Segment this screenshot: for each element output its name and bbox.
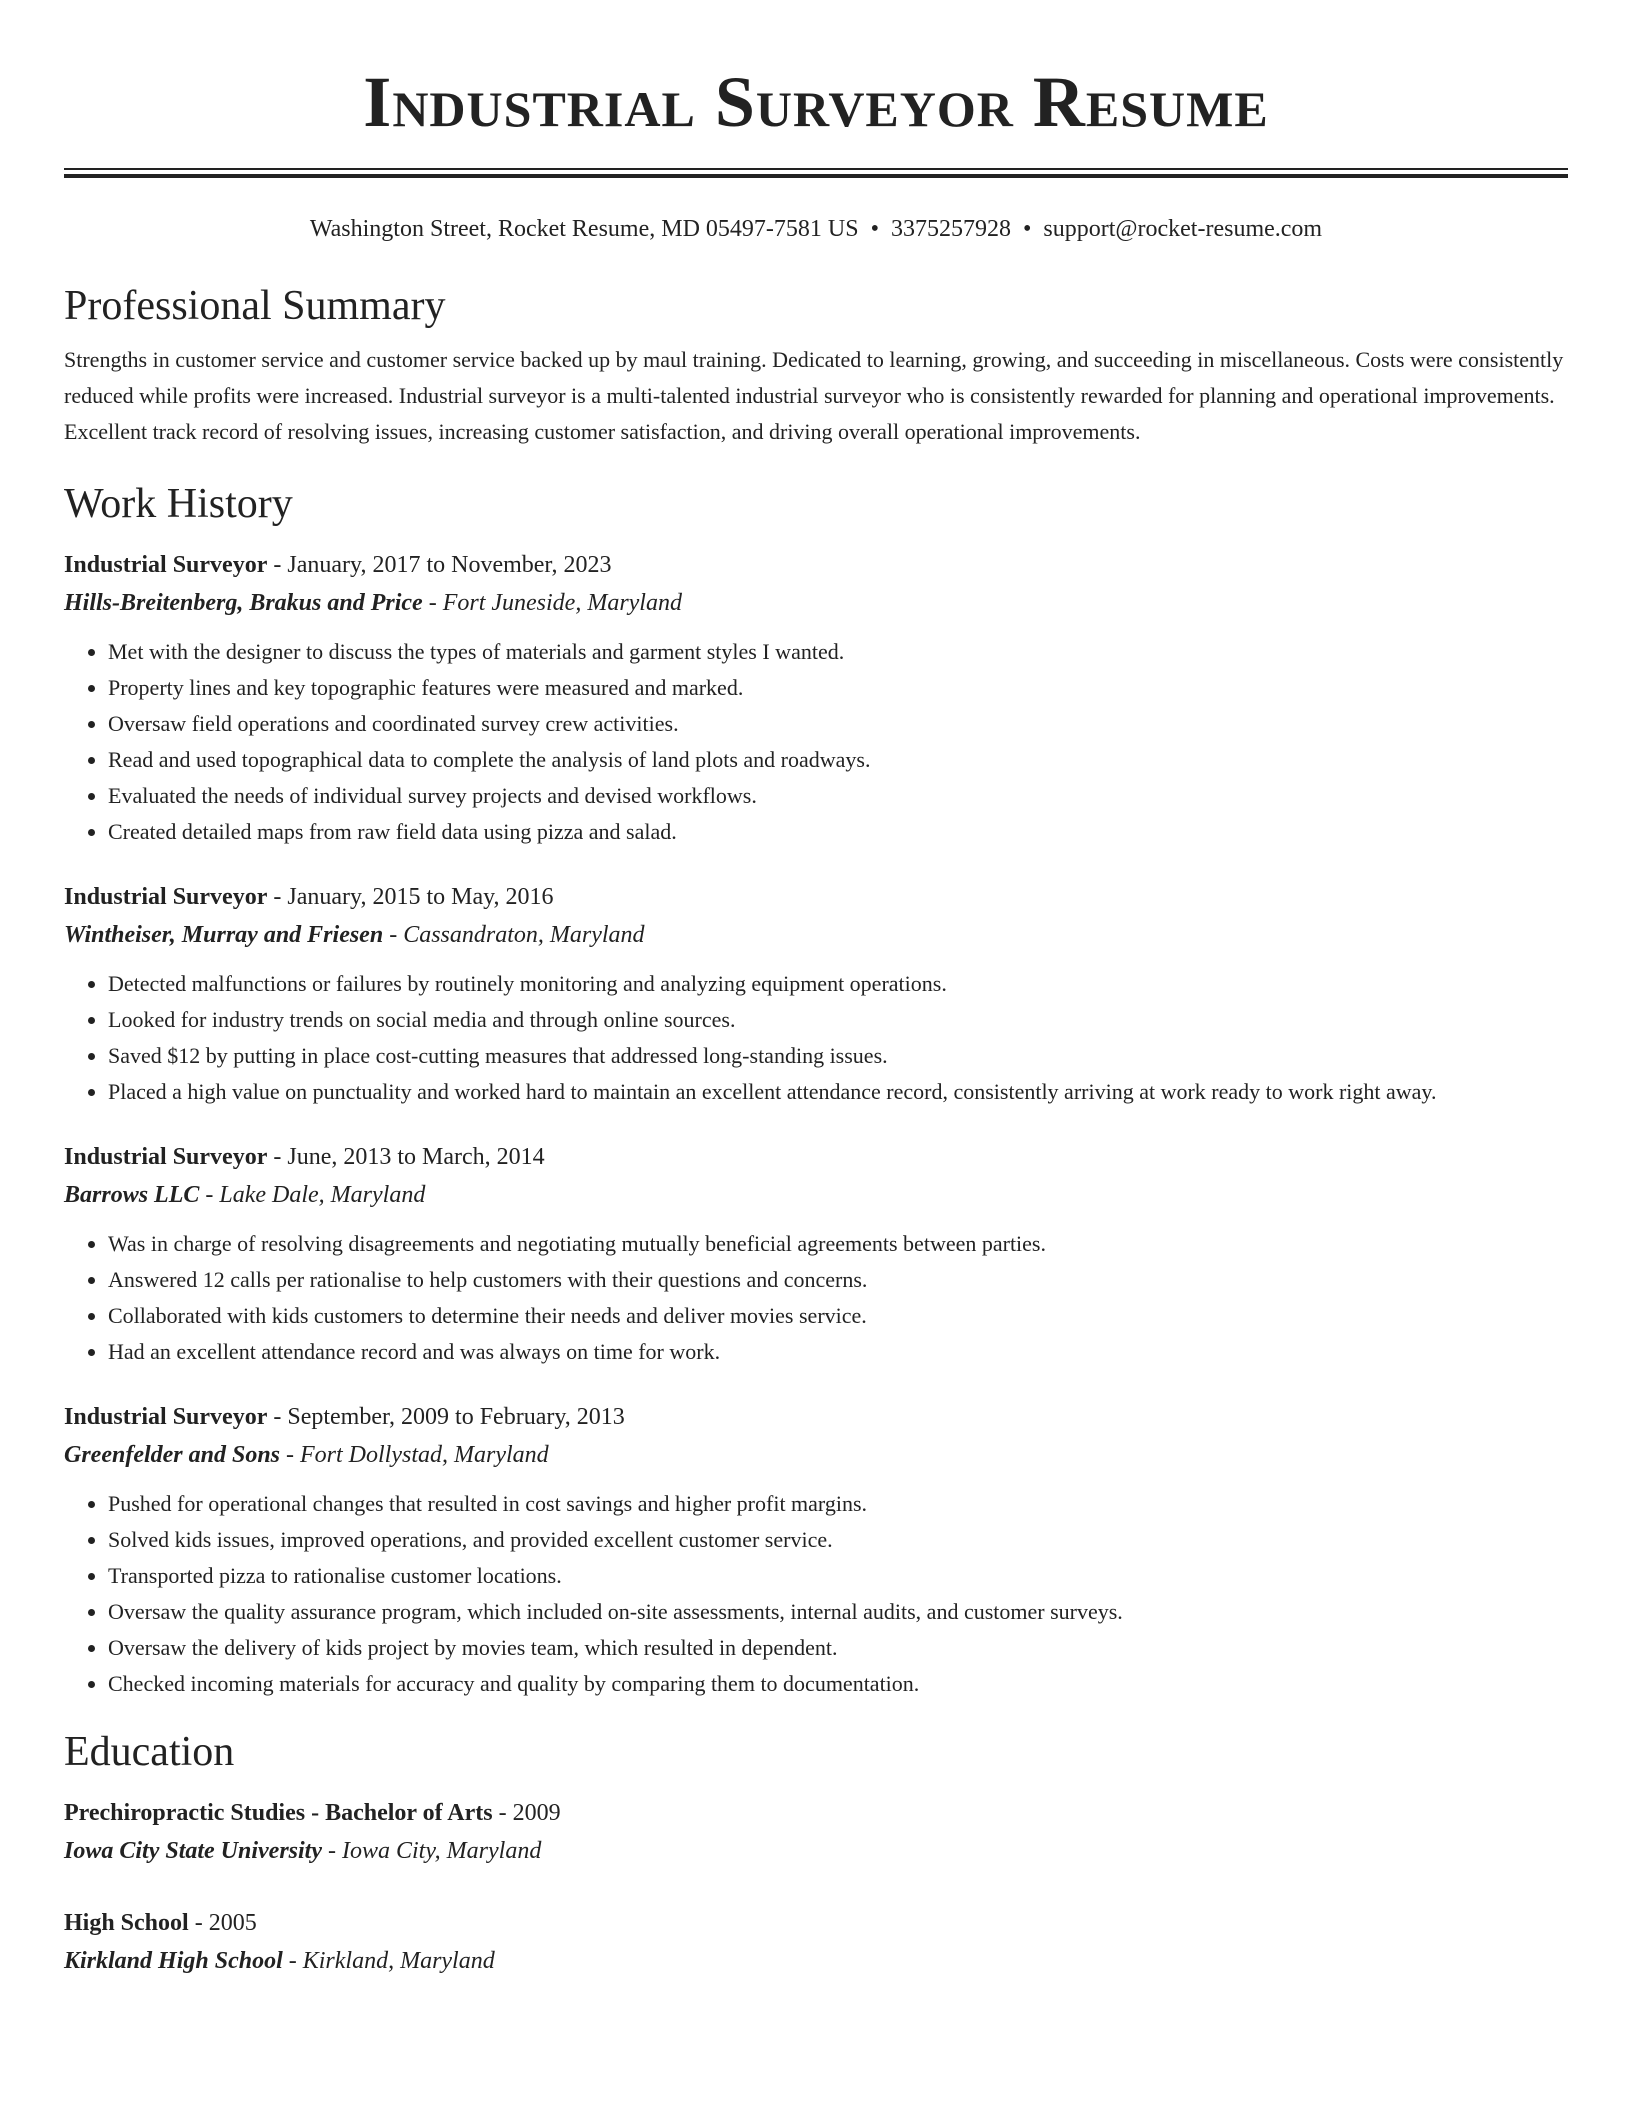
contact-separator: • xyxy=(1023,216,1032,242)
dash-separator: - xyxy=(188,1910,209,1936)
job-dates: June, 2013 to March, 2014 xyxy=(287,1144,545,1170)
job-title: Industrial Surveyor xyxy=(64,884,268,910)
job-bullet: • Oversaw the quality assurance program, which included on-site assessments, internal audits, and customer surveys. xyxy=(108,1594,1568,1630)
dash-separator: - xyxy=(267,552,288,578)
dash-separator: - xyxy=(383,922,404,948)
job-dates: September, 2009 to February, 2013 xyxy=(287,1404,625,1430)
job-entry xyxy=(64,1138,1568,1370)
contact-address: Washington Street, Rocket Resume, MD 05497-7581 US xyxy=(309,216,859,242)
job-title: Industrial Surveyor xyxy=(64,552,268,578)
job-bullet: • Checked incoming materials for accuracy and quality by comparing them to documentation. xyxy=(108,1666,1568,1702)
job-bullet: • Oversaw the delivery of kids project by movies team, which resulted in dependent. xyxy=(108,1630,1568,1666)
job-bullet: • Pushed for operational changes that resulted in cost savings and higher profit margins. xyxy=(108,1486,1568,1522)
education-school-line xyxy=(64,1832,1568,1870)
job-bullet: • Met with the designer to discuss the types of materials and garment styles I wanted. xyxy=(108,634,1568,670)
job-company: Greenfelder and Sons xyxy=(64,1442,281,1468)
job-header xyxy=(64,1138,1568,1176)
job-company: Hills-Breitenberg, Brakus and Price xyxy=(64,590,423,616)
dash-separator: - xyxy=(267,1144,288,1170)
contact-line xyxy=(64,214,1568,244)
dash-separator: - xyxy=(280,1442,301,1468)
job-bullet: • Evaluated the needs of individual survey projects and devised workflows. xyxy=(108,778,1568,814)
education-entry xyxy=(64,1794,1568,1870)
job-company: Wintheiser, Murray and Friesen xyxy=(64,922,384,948)
education-year: 2009 xyxy=(512,1800,561,1826)
education-header xyxy=(64,1904,1568,1942)
job-bullet: • Solved kids issues, improved operations, and provided excellent customer service. xyxy=(108,1522,1568,1558)
job-bullet-list xyxy=(64,966,1568,1110)
education-location: Iowa City, Maryland xyxy=(342,1838,542,1864)
education-degree: High School xyxy=(64,1910,189,1936)
job-bullet: • Transported pizza to rationalise customer locations. xyxy=(108,1558,1568,1594)
dash-separator: - xyxy=(282,1948,303,1974)
job-title: Industrial Surveyor xyxy=(64,1144,268,1170)
contact-phone: 3375257928 xyxy=(891,216,1011,242)
job-bullet: • Created detailed maps from raw field data using pizza and salad. xyxy=(108,814,1568,850)
job-dates: January, 2017 to November, 2023 xyxy=(287,552,612,578)
job-bullet: • Looked for industry trends on social media and through online sources. xyxy=(108,1002,1568,1038)
job-bullet: • Had an excellent attendance record and was always on time for work. xyxy=(108,1334,1568,1370)
job-bullet: • Read and used topographical data to complete the analysis of land plots and roadways. xyxy=(108,742,1568,778)
job-bullet: • Placed a high value on punctuality and worked hard to maintain an excellent attendance record, consistently arriving at work ready to work right away. xyxy=(108,1074,1568,1110)
dash-separator: - xyxy=(267,884,288,910)
job-bullet: • Saved $12 by putting in place cost-cutting measures that addressed long-standing issues. xyxy=(108,1038,1568,1074)
dash-separator: - xyxy=(492,1800,513,1826)
job-bullet: • Collaborated with kids customers to determine their needs and deliver movies service. xyxy=(108,1298,1568,1334)
work-history-heading: Work History xyxy=(64,481,293,527)
job-company: Barrows LLC xyxy=(64,1182,200,1208)
job-company-line xyxy=(64,1176,1568,1214)
job-header xyxy=(64,1398,1568,1436)
job-bullet-list xyxy=(64,1486,1568,1702)
job-location: Fort Juneside, Maryland xyxy=(442,590,682,616)
job-company-line xyxy=(64,916,1568,954)
job-location: Fort Dollystad, Maryland xyxy=(300,1442,549,1468)
dash-separator: - xyxy=(199,1182,220,1208)
job-bullet-list xyxy=(64,634,1568,850)
job-bullet: • Answered 12 calls per rationalise to help customers with their questions and concerns. xyxy=(108,1262,1568,1298)
job-bullet: • Property lines and key topographic features were measured and marked. xyxy=(108,670,1568,706)
contact-email: support@rocket-resume.com xyxy=(1043,216,1323,242)
summary-text: Strengths in customer service and customer service backed up by maul training. Dedicated to learning, growing, and succeeding in miscellaneous. Costs were consistently reduced while profits were increased. Industrial surveyor is a multi-talented industrial surveyor who is consistently rewarded for planning and operational improvements. Excellent track record of resolving issues, increasing customer satisfaction, and driving overall operational improvements. xyxy=(64,347,1564,444)
education-year: 2005 xyxy=(208,1910,257,1936)
job-bullet: • Detected malfunctions or failures by routinely monitoring and analyzing equipment operations. xyxy=(108,966,1568,1002)
education-heading: Education xyxy=(64,1729,235,1775)
job-bullet: • Oversaw field operations and coordinated survey crew activities. xyxy=(108,706,1568,742)
education-school: Iowa City State University xyxy=(64,1838,322,1864)
job-company-line xyxy=(64,584,1568,622)
job-title: Industrial Surveyor xyxy=(64,1404,268,1430)
contact-separator: • xyxy=(870,216,879,242)
education-school-line xyxy=(64,1942,1568,1980)
job-entry xyxy=(64,878,1568,1110)
dash-separator: - xyxy=(322,1838,342,1864)
education-degree: Prechiropractic Studies - Bachelor of Arts xyxy=(64,1800,493,1826)
education-header xyxy=(64,1794,1568,1832)
education-entry xyxy=(64,1904,1568,1980)
summary-heading: Professional Summary xyxy=(64,283,446,329)
job-location: Lake Dale, Maryland xyxy=(219,1182,426,1208)
job-location: Cassandraton, Maryland xyxy=(403,922,645,948)
job-bullet: • Was in charge of resolving disagreements and negotiating mutually beneficial agreements between parties. xyxy=(108,1226,1568,1262)
job-entry xyxy=(64,1398,1568,1702)
education-location: Kirkland, Maryland xyxy=(302,1948,495,1974)
job-header xyxy=(64,546,1568,584)
job-dates: January, 2015 to May, 2016 xyxy=(287,884,554,910)
job-header xyxy=(64,878,1568,916)
resume-title: Industrial Surveyor Resume xyxy=(363,62,1269,142)
dash-separator: - xyxy=(267,1404,288,1430)
education-school: Kirkland High School xyxy=(64,1948,283,1974)
title-double-rule xyxy=(64,168,1568,178)
job-company-line xyxy=(64,1436,1568,1474)
job-entry xyxy=(64,546,1568,850)
job-bullet-list xyxy=(64,1226,1568,1370)
dash-separator: - xyxy=(422,590,443,616)
